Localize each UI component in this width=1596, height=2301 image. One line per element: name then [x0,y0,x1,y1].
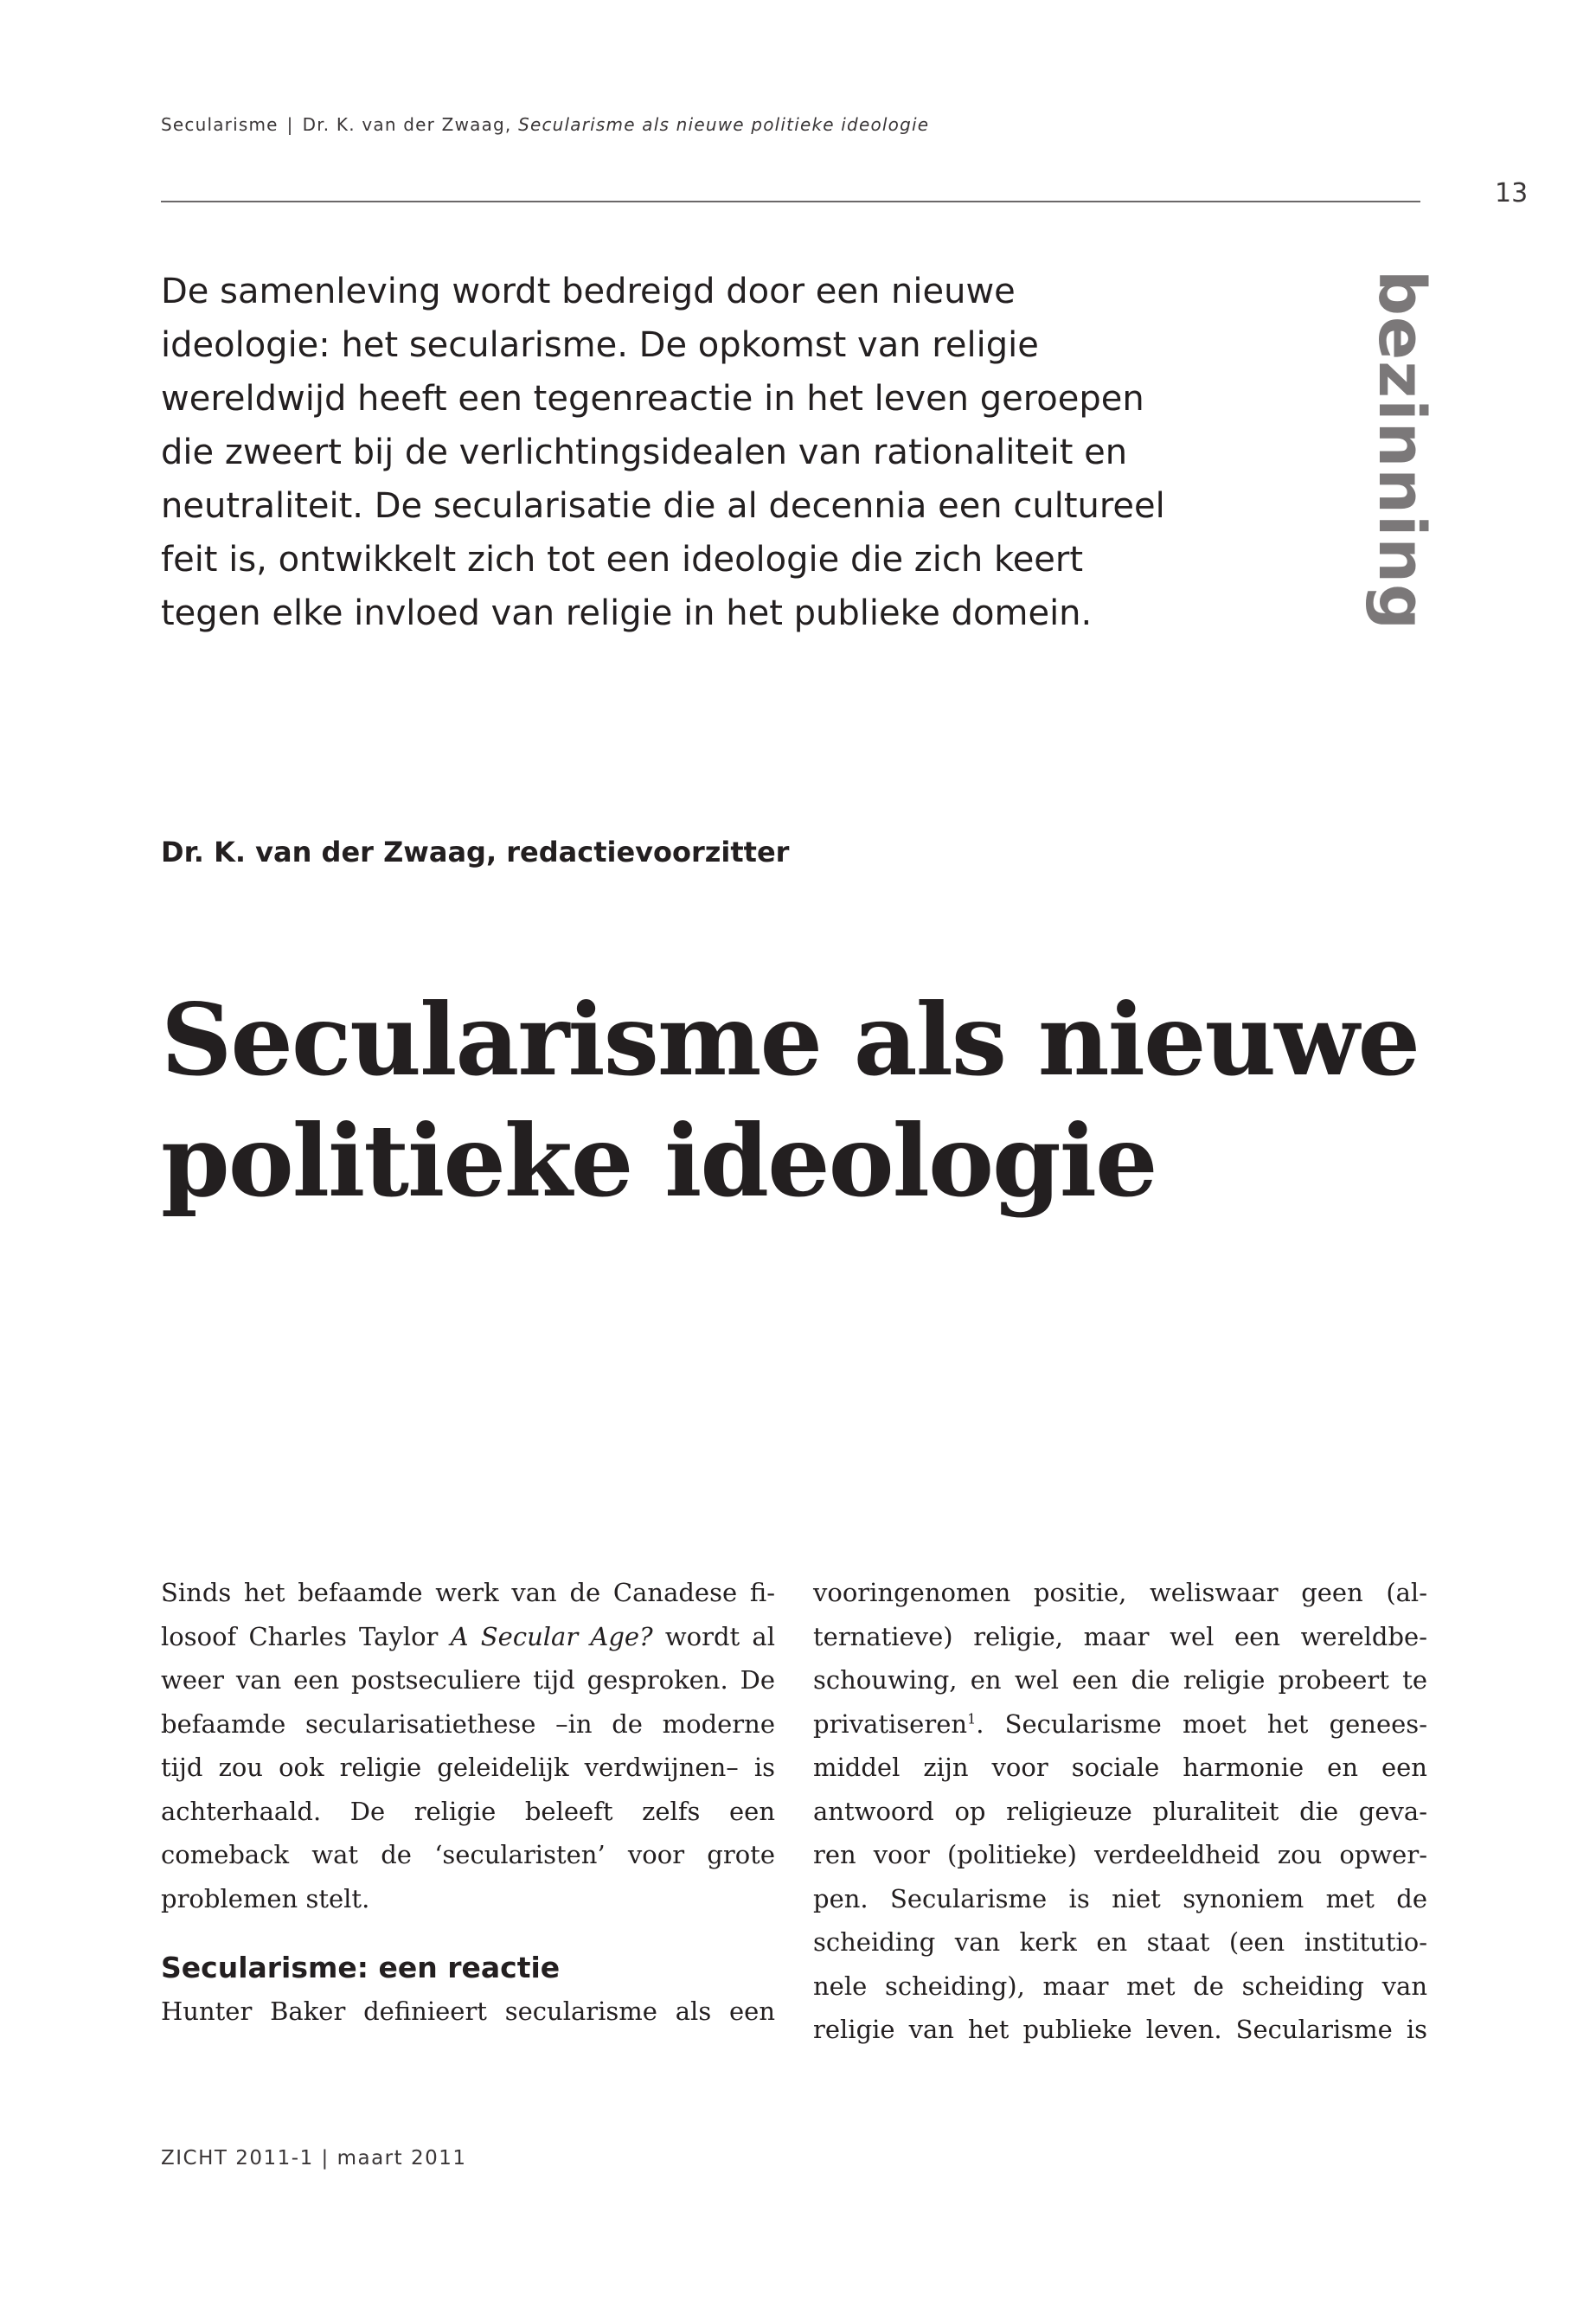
body-column-left [161,1571,775,2034]
lead-line: die zweert bij de verlichtingsidealen van rationaliteit en [161,433,1128,472]
body-line: weer van een postseculiere tijd gesproken. De [161,1665,775,1695]
byline: Dr. K. van der Zwaag, redactievoorzitter [161,836,790,868]
title-line: politieke ideologie [161,1103,1157,1219]
body-line: achterhaald. De religie beleeft zelfs een [161,1796,775,1826]
body-text: losoof Charles Taylor [161,1621,451,1651]
lead-line: tegen elke invloed van religie in het publieke domein. [161,593,1093,633]
lead-line: feit is, ontwikkelt zich tot een ideologie die zich keert [161,540,1084,580]
body-line: antwoord op religieuze pluraliteit die geva- [813,1796,1427,1826]
body-column-right [813,1571,1427,2052]
running-head-section: Secularisme [161,114,279,135]
body-line: befaamde secularisatiethese –in de moderne [161,1708,775,1739]
lead-line: De samenleving wordt bedreigd door een nieuwe [161,272,1016,311]
section-subheading: Secularisme: een reactie [161,1951,561,1984]
book-title: A Secular Age? [450,1621,653,1651]
running-head-article-title: Secularisme als nieuwe politieke ideologie [518,114,930,135]
body-line: middel zijn voor sociale harmonie en een [813,1753,1427,1782]
body-line: religie van het publieke leven. Secularisme is [813,2015,1427,2044]
footnote-reference[interactable]: 1 [967,1709,977,1727]
body-line: problemen stelt. [161,1883,370,1913]
article-title [161,979,1458,1221]
lead-line: wereldwijd heeft een tegenreactie in het leven geroepen [161,379,1144,419]
running-head-separator: | [286,114,294,135]
title-line: Secularisme als nieuwe [161,982,1420,1098]
body-line: vooringenomen positie, weliswaar geen (al- [813,1578,1427,1607]
body-line: ternatieve) religie, maar wel een wereldbe- [813,1621,1427,1651]
body-line: schouwing, en wel een die religie probeert te [813,1665,1427,1695]
body-line: ren voor (politieke) verdeeldheid zou opwer- [813,1840,1427,1869]
body-line: comeback wat de ‘secularisten’ voor grote [161,1840,775,1869]
body-text: privatiseren [813,1708,968,1739]
body-line [161,1615,775,1659]
body-line: tijd zou ook religie geleidelijk verdwijnen– is [161,1753,775,1782]
running-head-author: Dr. K. van der Zwaag, [302,114,512,135]
body-line: scheiding van kerk en staat (een institutio- [813,1927,1427,1957]
lead-line: ideologie: het secularisme. De opkomst van religie [161,325,1039,365]
lead-paragraph [161,265,1165,640]
header-rule [161,201,1420,202]
section-tag: bezinning [1364,270,1439,631]
body-line: pen. Secularisme is niet synoniem met de [813,1883,1427,1913]
running-head [161,114,929,135]
body-line [813,1702,1427,1747]
body-text: wordt al [652,1621,775,1651]
lead-line: neutraliteit. De secularisatie die al decennia een cultureel [161,486,1165,526]
body-line: Hunter Baker definieert secularisme als een [161,1997,775,2026]
page-number: 13 [1495,178,1529,208]
body-line: Sinds het befaamde werk van de Canadese fi- [161,1578,775,1607]
page-footer: ZICHT 2011-1 | maart 2011 [161,2147,467,2170]
body-text: . Secularisme moet het genees- [976,1708,1427,1739]
body-line: nele scheiding), maar met de scheiding van [813,1971,1427,2001]
